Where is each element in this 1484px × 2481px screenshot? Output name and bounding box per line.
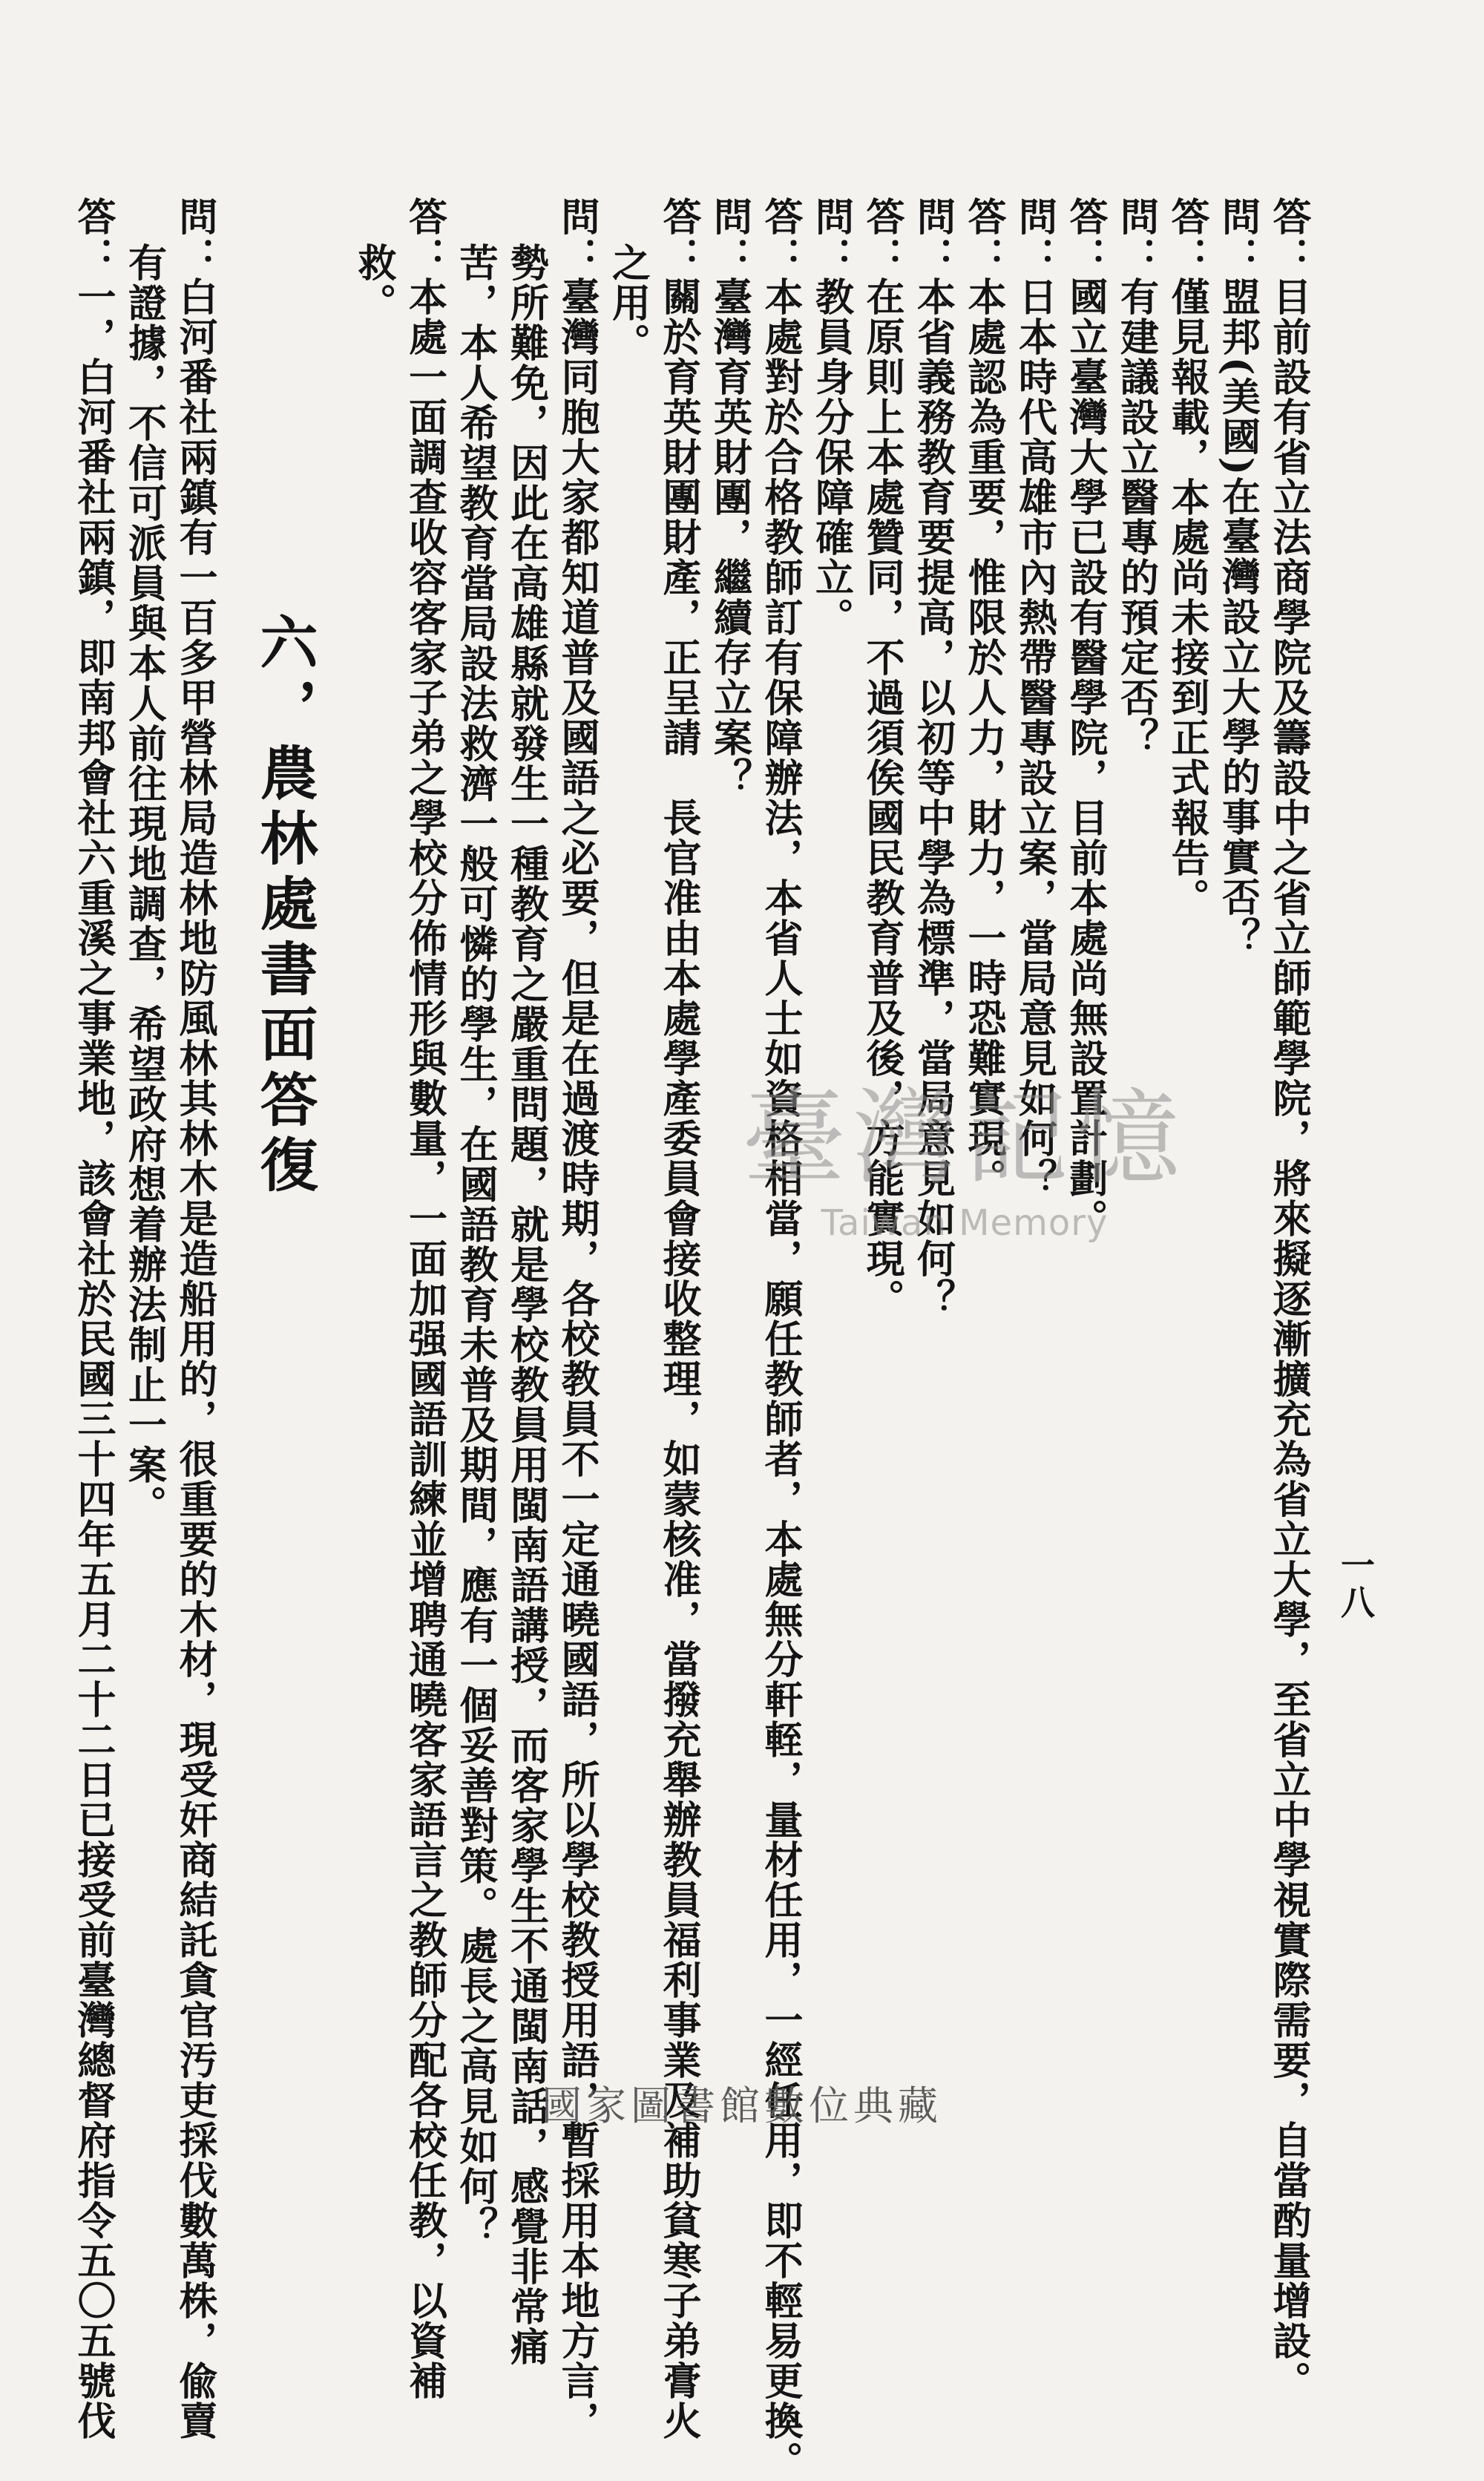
text-column-continued: 救。 — [351, 243, 396, 323]
footer-archive-label: 國家圖書館數位典藏 — [542, 2082, 942, 2129]
text-column: 問：有建議設立醫專的預定否？ — [1113, 197, 1159, 758]
text-column: 問：日本時代高雄市內熱帶醫專設立案，當局意見如何？ — [1011, 197, 1057, 1199]
text-column: 問：臺灣同胞大家都知道普及國語之必要，但是在過渡時期，各校教員不一定通曉國語，所以學校教授用語，暫採用本地方言， — [554, 197, 600, 2441]
text-column: 問：教員身分保障確立。 — [808, 197, 854, 638]
text-column: 答：本處對於合格教師訂有保障辦法，本省人士如資格相當，願任教師者，本處無分軒輊，量材任用，一經任用，即不輕易更換。 — [758, 197, 803, 2481]
text-column: 答：僅見報載，本處尚未接到正式報告。 — [1164, 197, 1209, 918]
section-heading: 六，農林處書面答復 — [250, 612, 318, 1200]
text-column: 答：目前設有省立法商學院及籌設中之省立師範學院，將來擬逐漸擴充為省立大學，至省立中學視實際需要，自當酌量增設。 — [1266, 197, 1311, 2401]
text-column: 問：本省義務教育要提高，以初等中學為標準，當局意見如何？ — [910, 197, 956, 1319]
text-column: 答：國立臺灣大學已設有醫學院，目前本處尚無設置計劃。 — [1063, 197, 1108, 1239]
taiwan-memory-watermark — [735, 1076, 1195, 1269]
text-column-continued: 苦，本人希望教育當局設法救濟一般可憐的學生，在國語教育未普及期間，應有一個妥善對策。處長之高見如何？ — [453, 243, 498, 2246]
text-column: 答：關於育英財團財產，正呈請 長官准由本處學產委員會接收整理，如蒙核准，當撥充舉辦教員福利事業及補助貧寒子弟膏火 — [656, 197, 701, 2441]
text-column: 問：盟邦(美國)在臺灣設立大學的事實否？ — [1215, 197, 1261, 958]
watermark-chinese: 臺灣記憶 — [741, 1078, 1187, 1199]
page-number: 一八 — [1336, 1547, 1376, 1622]
text-column: 答：在原則上本處贊同，不過須俟國民教育普及後，方能實現。 — [859, 197, 904, 1319]
text-column: 答：一，白河番社兩鎮，即南邦會社六重溪之事業地，該會社於民國三十四年五月二十二日已接受前臺灣總督府指令五〇五號伐 — [70, 197, 116, 2441]
text-column-continued: 勢所難免，因此在高雄縣就發生一種教育之嚴重問題，就是學校教員用閩南語講授，而客家學生不通閩南話，感覺非常痛 — [503, 243, 549, 2367]
text-column: 問：白河番社兩鎮有一百多甲營林局造林地防風林其林木是造船用的，很重要的木材，現受奸商結託貪官汚吏採伐數萬株，偸賣 — [172, 197, 217, 2441]
watermark-english: Taiwan Memory — [821, 1202, 1109, 1244]
text-column-continued: 有證據，不信可派員與本人前往現地調查，希望政府想着辦法制止一案。 — [121, 243, 167, 1525]
text-column: 答：本處一面調查收容客家子弟之學校分佈情形與數量，一面加强國語訓練並增聘通曉客家語言之教師分配各校任教，以資補 — [401, 197, 447, 2401]
text-column: 答：本處認為重要，惟限於人力，財力，一時恐難實現。 — [961, 197, 1006, 1199]
text-column: 問：臺灣育英財團，繼續存立案？ — [706, 197, 752, 798]
text-column-continued: 之用。 — [605, 243, 651, 363]
